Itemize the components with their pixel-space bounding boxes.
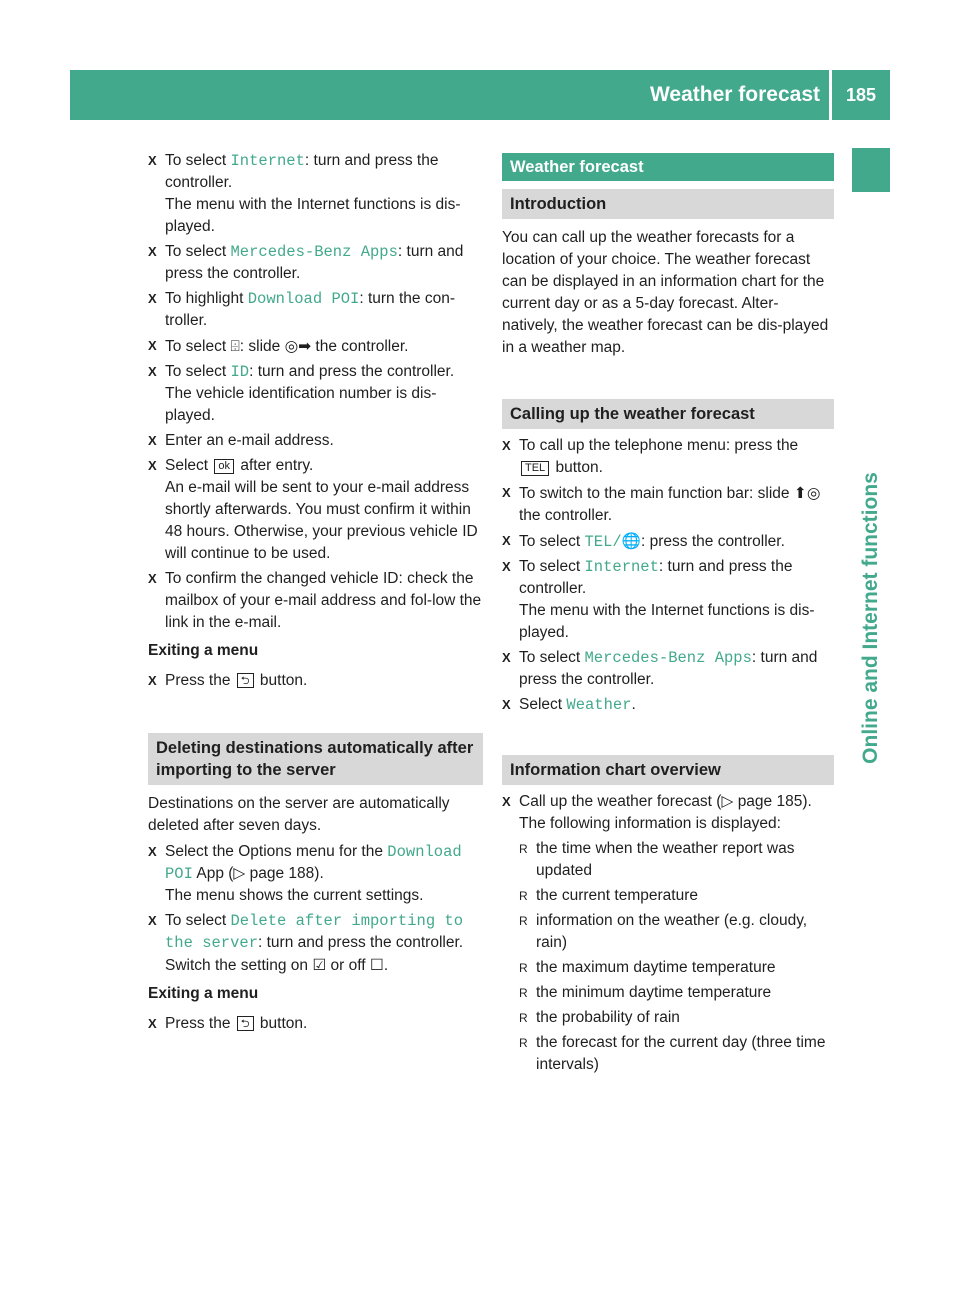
step-text: To highlight (165, 290, 248, 307)
step (148, 241, 483, 285)
header-bar (70, 70, 890, 120)
globe-icon: 🌐 (621, 532, 642, 550)
apps-menu-icon: ⌹ (230, 337, 240, 355)
step-marker-icon: X (148, 1016, 157, 1031)
step (148, 335, 483, 358)
step-text: Press the (165, 672, 235, 689)
step-text: : turn and press the controller. (165, 152, 439, 191)
step (502, 556, 834, 644)
controller-slide-up-icon: ⬆◎ (793, 484, 821, 502)
list-item (519, 910, 834, 954)
intro-paragraph: You can call up the weather forecasts for a location of your choice. The weather forecast can be displayed in an information chart for the current day or as a 5-day forecast. Alter-natively, the weather forecast can be dis-played in a weather map. (502, 229, 829, 356)
step-text: To select (165, 243, 231, 260)
list-item-text: the probability of rain (536, 1009, 680, 1026)
menu-item-code: ID (230, 363, 250, 381)
step-text: To select (165, 912, 231, 929)
controller-slide-right-icon: ◎➡ (284, 337, 312, 355)
list-item (519, 982, 834, 1004)
step-text: button. (551, 459, 603, 476)
step-text: To confirm the changed vehicle ID: check the mailbox of your e-mail address and fol-low the link in the e-mail. (165, 570, 482, 631)
step-text: Press the (165, 1015, 235, 1032)
step-note: The menu with the Internet functions is dis-played. (519, 602, 815, 641)
step-note: The following information is displayed: (519, 815, 781, 832)
section-intro: Destinations on the server are automatically deleted after seven days. (148, 795, 450, 834)
step-marker-icon: X (148, 433, 157, 448)
left-column (148, 150, 483, 1038)
step (502, 482, 834, 527)
step-note: The menu with the Internet functions is dis-played. (165, 196, 461, 235)
ok-key-icon: ok (214, 459, 234, 474)
step (502, 530, 834, 553)
subheading: Exiting a menu (148, 985, 259, 1002)
step-text: button. (255, 1015, 308, 1032)
step-text: Select (165, 457, 213, 474)
step (148, 430, 483, 452)
step-text: Select (519, 696, 567, 713)
step (502, 694, 834, 716)
menu-item-code: Internet (230, 152, 305, 170)
list-item-text: the minimum daytime temperature (536, 984, 772, 1001)
list-item (519, 957, 834, 979)
list-item (519, 885, 834, 907)
step (148, 841, 483, 907)
bullet-marker-icon: R (519, 961, 528, 975)
step-text: : turn the con-troller. (165, 290, 455, 329)
list-item (519, 1032, 834, 1076)
page-title: Weather forecast (649, 83, 820, 106)
step-marker-icon: X (148, 153, 157, 168)
step (148, 361, 483, 427)
step-text: : turn and press the controller. (519, 649, 818, 688)
step-text: Call up the weather forecast (▷ page 185). (519, 793, 812, 810)
step-text: App (▷ page 188). (192, 865, 324, 882)
list-item-text: information on the weather (e.g. cloudy, rain) (536, 912, 808, 951)
tel-key-icon: TEL (521, 461, 549, 476)
step-text: To select (165, 338, 231, 355)
step-marker-icon: X (502, 533, 511, 548)
bullet-marker-icon: R (519, 842, 528, 856)
bullet-marker-icon: R (519, 1011, 528, 1025)
step-text: : press the controller. (641, 533, 785, 550)
step-text: To select (519, 533, 585, 550)
step-note: Switch the setting on (165, 957, 313, 974)
step-marker-icon: X (148, 244, 157, 259)
step-marker-icon: X (502, 485, 511, 500)
bullet-marker-icon: R (519, 889, 528, 903)
step-text: Enter an e-mail address. (165, 432, 334, 449)
list-item-text: the forecast for the current day (three time intervals) (536, 1034, 826, 1073)
step-text: : slide (239, 338, 285, 355)
step-note: An e-mail will be sent to your e-mail address shortly afterwards. You must confirm it within 48 hours. Otherwise, your previous vehicle ID will continue to be used. (165, 479, 478, 562)
step-marker-icon: X (502, 559, 511, 574)
step-marker-icon: X (148, 338, 157, 353)
step-marker-icon: X (148, 291, 157, 306)
back-button-icon: ⮌ (237, 1016, 254, 1031)
list-item-text: the maximum daytime temperature (536, 959, 776, 976)
page-number: 185 (845, 85, 877, 105)
list-item-text: the current temperature (536, 887, 698, 904)
subheading: Exiting a menu (148, 642, 259, 659)
step-text: To select (165, 363, 231, 380)
step-text: : turn and press the controller. (165, 243, 464, 282)
step (148, 455, 483, 565)
checkbox-unchecked-icon: ☐ (369, 956, 384, 974)
step-note: . (383, 957, 389, 974)
step-text: after entry. (236, 457, 314, 474)
step-marker-icon: X (148, 673, 157, 688)
list-item (519, 1007, 834, 1029)
step-marker-icon: X (148, 364, 157, 379)
menu-item-code: Download POI (247, 290, 360, 308)
back-button-icon: ⮌ (237, 673, 254, 688)
step (148, 670, 483, 692)
chapter-tab (852, 148, 890, 192)
step-text: button. (255, 672, 308, 689)
step (148, 150, 483, 238)
step-text: To select (519, 558, 585, 575)
chapter-label: Online and Internet functions (859, 472, 882, 764)
menu-item-code: Mercedes-Benz Apps (230, 243, 398, 261)
step (502, 647, 834, 691)
step-text: To switch to the main function bar: slide (519, 485, 794, 502)
section-heading: Introduction (502, 189, 834, 219)
step-note: The menu shows the current settings. (165, 887, 424, 904)
menu-item-code: TEL/ (584, 533, 622, 551)
section-heading: Calling up the weather forecast (502, 399, 834, 429)
step-marker-icon: X (502, 697, 511, 712)
step-text: To select (165, 152, 231, 169)
step (148, 568, 483, 634)
list-item (519, 838, 834, 882)
step (148, 1013, 483, 1035)
step (502, 435, 834, 479)
bullet-marker-icon: R (519, 986, 528, 1000)
step-text: To call up the telephone menu: press the (519, 437, 799, 454)
menu-item-code: Weather (566, 696, 632, 714)
bullet-marker-icon: R (519, 1036, 528, 1050)
step-text: the controller. (311, 338, 409, 355)
step-marker-icon: X (148, 458, 157, 473)
checkbox-checked-icon: ☑ (312, 956, 327, 974)
step (148, 910, 483, 977)
step-text: : turn and press the controller. (258, 934, 464, 951)
step-note: The vehicle identification number is dis-played. (165, 385, 437, 424)
main-section-heading: Weather forecast (502, 153, 834, 181)
step-marker-icon: X (148, 913, 157, 928)
step (148, 288, 483, 332)
step-text: Select the Options menu for the (165, 843, 388, 860)
info-list (502, 838, 834, 1076)
step-text: : turn and press the controller. (249, 363, 455, 380)
list-item-text: the time when the weather report was updated (536, 840, 795, 879)
step-text: To select (519, 649, 585, 666)
menu-item-code: Mercedes-Benz Apps (584, 649, 752, 667)
menu-item-code: Download POI (165, 843, 462, 883)
step (502, 791, 834, 835)
bullet-marker-icon: R (519, 914, 528, 928)
section-heading: Information chart overview (502, 755, 834, 785)
step-text: the controller. (519, 507, 613, 524)
step-note: or off (326, 957, 370, 974)
step-marker-icon: X (502, 438, 511, 453)
menu-item-code: Internet (584, 558, 659, 576)
right-column (502, 153, 834, 1079)
step-text: : turn and press the controller. (519, 558, 793, 597)
step-marker-icon: X (502, 794, 511, 809)
step-marker-icon: X (502, 650, 511, 665)
menu-item-code: Delete after importing to the server (165, 912, 464, 952)
step-marker-icon: X (148, 844, 157, 859)
step-marker-icon: X (148, 571, 157, 586)
step-text: . (631, 696, 636, 713)
section-heading: Deleting destinations automatically after importing to the server (148, 733, 483, 785)
